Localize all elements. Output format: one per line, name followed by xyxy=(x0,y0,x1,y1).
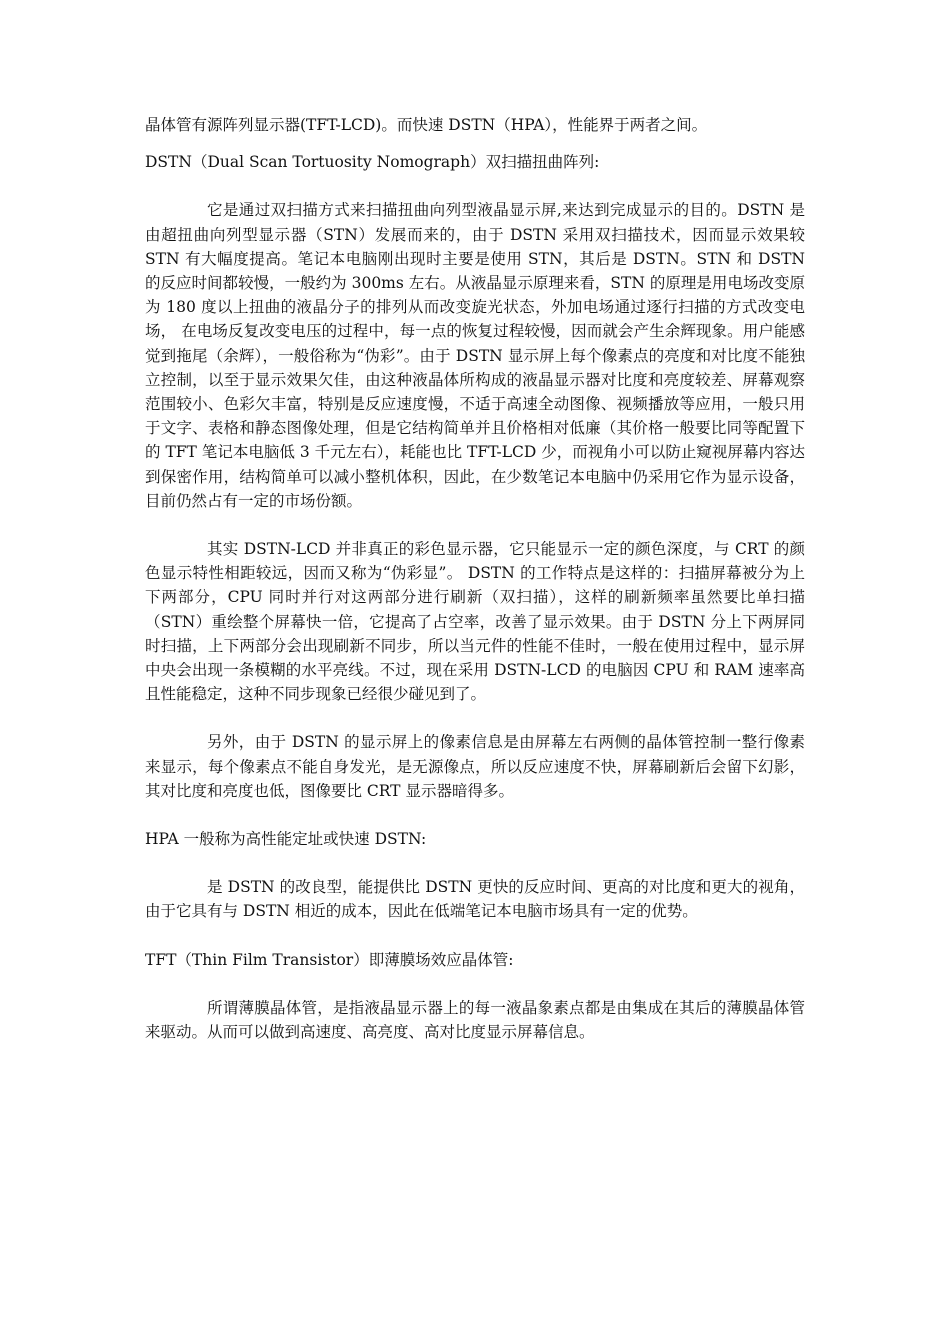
hpa-heading: HPA 一般称为高性能定址或快速 DSTN: xyxy=(145,830,427,849)
hpa-paragraph: 是 DSTN 的改良型，能提供比 DSTN 更快的反应时间、更高的对比度和更大的视角，由于它具有与 DSTN 相近的成本，因此在低端笔记本电脑市场具有一定的优势。 xyxy=(145,878,805,921)
tft-paragraph: 所谓薄膜晶体管，是指液晶显示器上的每一液晶象素点都是由集成在其后的薄膜晶体管来驱动。从而可以做到高速度、高亮度、高对比度显示屏幕信息。 xyxy=(145,998,805,1042)
intro-paragraph: 晶体管有源阵列显示器(TFT-LCD)。而快速 DSTN（HPA），性能界于两者之间。 xyxy=(145,116,708,134)
dstn-paragraph-3: 另外，由于 DSTN 的显示屏上的像素信息是由屏幕左右两侧的晶体管控制一整行像素来显示，每个像素点不能自身发光，是无源像点，所以反应速度不快，屏幕刷新后会留下幻影，其对比度和亮度也低，图像要比 CRT 显示器暗得多。 xyxy=(145,733,805,800)
dstn-paragraph-1: 它是通过双扫描方式来扫描扭曲向列型液晶显示屏,来达到完成显示的目的。DSTN 是由超扭曲向列型显示器（STN）发展而来的，由于 DSTN 采用双扫描技术，因而显示效果较 STN 有大幅度提高。笔记本电脑刚出现时主要是使用 STN，其后是 DSTN。STN 和 DSTN 的反应时间都较慢，一般约为 300ms 左右。从液晶显示原理来看，STN 的原理是用电场改变原为 180 度以上扭曲的液晶分子的排列从而改变旋光状态，外加电场通过逐行扫描的方式改变电场， 在电场反复改变电压的过程中，每一点的恢复过程较慢，因而就会产生余辉现象。用户能感觉到拖尾（余辉），一般俗称为“伪彩”。由于 DSTN 显示屏上每个像素点的亮度和对比度不能独立控制，以至于显示效果欠佳，由这种液晶体所构成的液晶显示器对比度和亮度较差、屏幕观察范围较小、色彩欠丰富，特别是反应速度慢，不适于高速全动图像、视频播放等应用，一般只用于文字、表格和静态图像处理，但是它结构简单并且价格相对低廉（其价格一般要比同等配置下的 TFT 笔记本电脑低 3 千元左右），耗能也比 TFT-LCD 少，而视角小可以防止窥视屏幕内容达到保密作用，结构简单可以减小整机体积，因此，在少数笔记本电脑中仍采用它作为显示设备，目前仍然占有一定的市场份额。 xyxy=(145,201,805,510)
dstn-paragraph-2: 其实 DSTN-LCD 并非真正的彩色显示器，它只能显示一定的颜色深度，与 CRT 的颜色显示特性相距较远，因而又称为“伪彩显”。 DSTN 的工作特点是这样的：扫描屏幕被分为上下两部分，CPU 同时并行对这两部分进行刷新（双扫描），这样的刷新频率虽然要比单扫描（STN）重绘整个屏幕快一倍，它提高了占空率，改善了显示效果。由于 DSTN 分上下两屏同时扫描，上下两部分会出现刷新不同步，所以当元件的性能不佳时，一般在使用过程中，显示屏中央会出现一条模糊的水平亮线。不过，现在采用 DSTN-LCD 的电脑因 CPU 和 RAM 速率高且性能稳定，这种不同步现象已经很少碰见到了。 xyxy=(145,540,805,704)
dstn-heading: DSTN（Dual Scan Tortuosity Nomograph）双扫描扭曲阵列: xyxy=(145,153,600,172)
tft-heading: TFT（Thin Film Transistor）即薄膜场效应晶体管: xyxy=(145,950,514,969)
document-page xyxy=(145,113,805,1044)
